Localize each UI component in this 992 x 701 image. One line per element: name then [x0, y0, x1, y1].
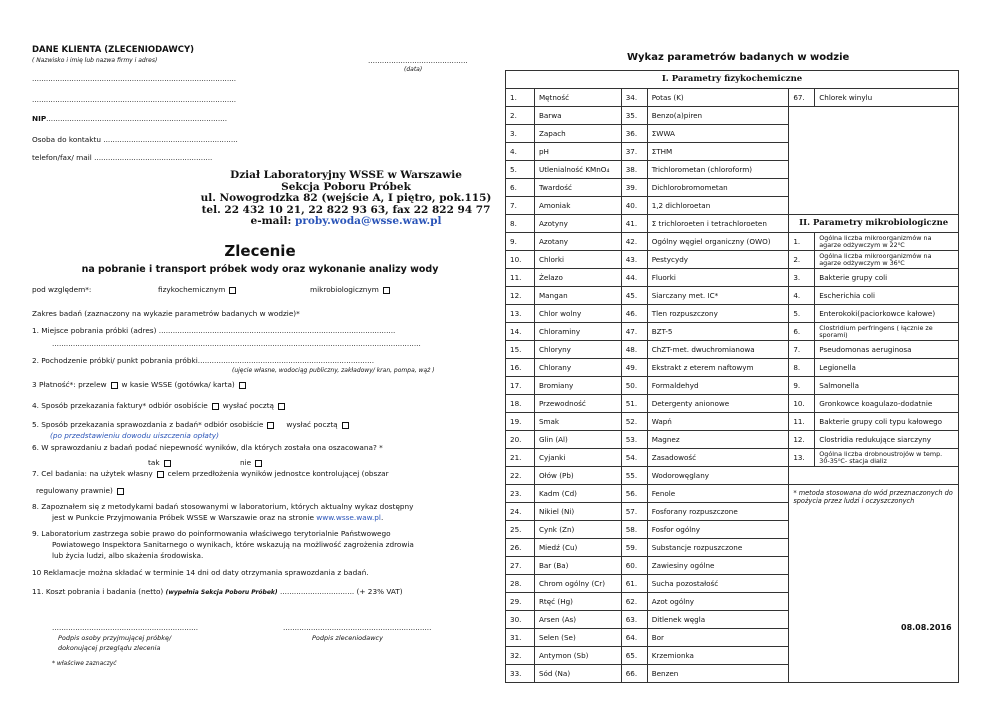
cost-field[interactable]: ................................ (+ 23% VAT) [279, 587, 403, 596]
param-name[interactable]: Wodorowęglany [647, 467, 789, 485]
lab-email-line [196, 216, 496, 228]
micro-name[interactable]: Salmonella [815, 377, 959, 395]
micro-number[interactable]: 13. [789, 449, 815, 467]
lab-line4: tel. 22 432 10 21, 22 822 93 63, fax 22 822 94 77 [201, 203, 491, 216]
param-number[interactable]: 52. [621, 413, 647, 431]
micro-number[interactable]: 7. [789, 341, 815, 359]
param-name[interactable]: Azotany [534, 233, 621, 251]
param-name[interactable]: Bar (Ba) [534, 557, 621, 575]
param-number[interactable]: 7. [506, 197, 535, 215]
param-number[interactable]: 32. [506, 647, 535, 665]
param-number[interactable]: 62. [621, 593, 647, 611]
param-name[interactable]: Ekstrakt z eterem naftowym [647, 359, 789, 377]
param-number[interactable]: 47. [621, 323, 647, 341]
param-name[interactable]: Fosfor ogólny [647, 521, 789, 539]
param-name[interactable]: Barwa [534, 107, 621, 125]
client-address-line2[interactable]: ........................................................................................ [32, 95, 237, 104]
item-2[interactable]: 2. Pochodzenie próbki/ punkt pobrania próbki............................................................................ [32, 356, 375, 365]
param-number[interactable]: 26. [506, 539, 535, 557]
param-number[interactable]: 35. [621, 107, 647, 125]
uncertainty-no[interactable] [240, 458, 266, 467]
param-name[interactable]: Sód (Na) [534, 665, 621, 683]
micro-name[interactable]: Bakterie grupy coli typu kałowego [815, 413, 959, 431]
no-label: nie [240, 458, 252, 467]
param-name[interactable]: Żelazo [534, 269, 621, 287]
param-number[interactable]: 31. [506, 629, 535, 647]
micro-checkbox[interactable] [383, 287, 390, 294]
param-number[interactable]: 66. [621, 665, 647, 683]
param-number[interactable]: 67. [789, 89, 815, 107]
param-name[interactable]: Azotyny [534, 215, 621, 233]
table-row [506, 359, 959, 377]
param-number[interactable]: 53. [621, 431, 647, 449]
nip-field[interactable] [32, 114, 227, 123]
item-5-mail: wysłać pocztą [286, 420, 338, 429]
table-row [506, 107, 959, 125]
wsse-link[interactable]: www.wsse.waw.pl [316, 513, 381, 522]
param-name[interactable]: Amoniak [534, 197, 621, 215]
table-row [506, 395, 959, 413]
param-number[interactable]: 48. [621, 341, 647, 359]
item-11-text: 11. Koszt pobrania i badania (netto) [32, 587, 164, 596]
item-7 [32, 469, 389, 478]
param-number[interactable]: 46. [621, 305, 647, 323]
table-row [506, 89, 959, 107]
client-name-hint: ( Nazwisko i imię lub nazwa firmy i adres) [32, 57, 158, 64]
micro-name[interactable]: Ogólna liczba mikroorganizmów na agarze odżywczym w 22⁰C [815, 233, 959, 251]
param-number[interactable]: 61. [621, 575, 647, 593]
contact-field[interactable]: Osoba do kontaktu .......................................................... [32, 135, 238, 144]
param-number[interactable]: 63. [621, 611, 647, 629]
param-number[interactable]: 9. [506, 233, 535, 251]
param-name[interactable]: Chloryny [534, 341, 621, 359]
signature-client-label: Podpis zleceniodawcy [312, 634, 383, 642]
param-name[interactable]: Fenole [647, 485, 789, 503]
micro-number[interactable]: 2. [789, 251, 815, 269]
param-name[interactable]: 1,2 dichloroetan [647, 197, 789, 215]
param-number[interactable]: 51. [621, 395, 647, 413]
micro-name[interactable]: Ogólna liczba mikroorganizmów na agarze odżywczym w 36⁰C [815, 251, 959, 269]
param-name[interactable]: Tlen rozpuszczony [647, 305, 789, 323]
param-name[interactable]: Σ trichloroeten i tetrachloroeten [647, 215, 789, 233]
param-number[interactable]: 4. [506, 143, 535, 161]
table-row [506, 215, 959, 233]
param-name[interactable]: Przewodność [534, 395, 621, 413]
param-number[interactable]: 44. [621, 269, 647, 287]
item-7-text: 7. Cel badania: na użytek własny [32, 469, 153, 478]
param-number[interactable]: 21. [506, 449, 535, 467]
param-number[interactable]: 57. [621, 503, 647, 521]
micro-name[interactable]: Clostridia redukujące siarczyny [815, 431, 959, 449]
table-row [506, 449, 959, 467]
param-name[interactable]: Chloraminy [534, 323, 621, 341]
param-name[interactable]: Potas (K) [647, 89, 789, 107]
param-number[interactable]: 50. [621, 377, 647, 395]
param-name[interactable]: Zapach [534, 125, 621, 143]
param-name[interactable]: Krzemionka [647, 647, 789, 665]
item-9-line3: lub życia ludzi, albo skażenia środowiska. [52, 551, 204, 560]
param-name[interactable]: Fosforany rozpuszczone [647, 503, 789, 521]
micro-name[interactable]: Bakterie grupy coli [815, 269, 959, 287]
item-2-hint: (ujęcie własne, wodociąg publiczny, zakładowy/ kran, pompa, wąż ) [232, 367, 435, 374]
param-name[interactable]: BZT-5 [647, 323, 789, 341]
item-1[interactable]: 1. Miejsce pobrania próbki (adres) ...................................................................................................... [32, 326, 396, 335]
param-name[interactable]: Substancje rozpuszczone [647, 539, 789, 557]
table-title: Wykaz parametrów badanych w wodzie [627, 52, 850, 63]
table-row [506, 485, 959, 503]
micro-number[interactable]: 4. [789, 287, 815, 305]
parameters-table [505, 70, 959, 683]
report-personal-checkbox[interactable] [267, 422, 274, 429]
item-5-text: 5. Sposób przekazania sprawozdania z badań* odbiór osobiście [32, 420, 264, 429]
date-field[interactable]: ........................................... [368, 56, 468, 65]
item-4-text: 4. Sposób przekazania faktury* odbiór osobiście [32, 401, 208, 410]
param-number[interactable]: 59. [621, 539, 647, 557]
param-number[interactable]: 18. [506, 395, 535, 413]
opt-micro-label: mikrobiologicznym [310, 285, 379, 294]
param-name[interactable]: Dichlorobromometan [647, 179, 789, 197]
param-number[interactable]: 40. [621, 197, 647, 215]
item-3-cash: w kasie WSSE (gotówka/ karta) [121, 380, 235, 389]
param-number[interactable]: 17. [506, 377, 535, 395]
regard-label: pod względem*: [32, 285, 92, 294]
yes-checkbox[interactable] [164, 460, 171, 467]
param-name[interactable]: Detergenty anionowe [647, 395, 789, 413]
table-row [506, 287, 959, 305]
uncertainty-yes[interactable] [148, 458, 175, 467]
lab-line2: Sekcja Poboru Próbek [281, 180, 411, 193]
param-number[interactable]: 56. [621, 485, 647, 503]
param-name[interactable]: Wapń [647, 413, 789, 431]
param-number[interactable]: 37. [621, 143, 647, 161]
signature-receiver-line[interactable]: ............................................................... [52, 623, 199, 632]
param-number[interactable]: 45. [621, 287, 647, 305]
param-number[interactable]: 65. [621, 647, 647, 665]
invoice-mail-checkbox[interactable] [278, 403, 285, 410]
physchem-checkbox[interactable] [229, 287, 236, 294]
signature-client-line[interactable]: ................................................................ [283, 623, 432, 632]
method-note: * metoda stosowana do wód przeznaczonych do spożycia przez ludzi i oczyszczonych [789, 485, 959, 683]
opt-micro[interactable] [310, 285, 394, 294]
param-number[interactable]: 1. [506, 89, 535, 107]
param-name[interactable]: Utlenialność KMnO₄ [534, 161, 621, 179]
micro-name[interactable]: Legionella [815, 359, 959, 377]
param-name[interactable]: Miedź (Cu) [534, 539, 621, 557]
client-address-line1[interactable]: ........................................................................................ [32, 74, 237, 83]
item-11[interactable] [32, 587, 403, 596]
param-name[interactable]: Fluorki [647, 269, 789, 287]
param-name[interactable]: Zawiesiny ogólne [647, 557, 789, 575]
transfer-checkbox[interactable] [111, 382, 118, 389]
micro-number[interactable]: 3. [789, 269, 815, 287]
item-7-text2: celem przedłożenia wyników jednostce kontrolującej (obszar [167, 469, 389, 478]
table-row [506, 305, 959, 323]
micro-number[interactable]: 1. [789, 233, 815, 251]
param-name[interactable]: ΣTHM [647, 143, 789, 161]
param-name[interactable]: Chlorek winylu [815, 89, 959, 107]
table-row [506, 269, 959, 287]
param-name[interactable]: Chlorki [534, 251, 621, 269]
param-number[interactable]: 15. [506, 341, 535, 359]
param-name[interactable]: Antymon (Sb) [534, 647, 621, 665]
item-11-hint: (wypełnia Sekcja Poboru Próbek) [165, 589, 278, 596]
opt-physchem-label: fizykochemicznym [158, 285, 226, 294]
table-row [506, 377, 959, 395]
param-name[interactable]: Trichlorometan (chloroform) [647, 161, 789, 179]
param-name[interactable]: Rtęć (Hg) [534, 593, 621, 611]
empty-cell [789, 467, 959, 485]
micro-number[interactable]: 8. [789, 359, 815, 377]
item-5 [32, 420, 353, 429]
param-number[interactable]: 8. [506, 215, 535, 233]
table-row [506, 431, 959, 449]
micro-name[interactable]: Clostridium perfringens ( łącznie ze sporami) [815, 323, 959, 341]
param-number[interactable]: 64. [621, 629, 647, 647]
email-link[interactable]: proby.woda@wsse.waw.pl [295, 215, 442, 227]
param-name[interactable]: Mętność [534, 89, 621, 107]
param-number[interactable]: 42. [621, 233, 647, 251]
item-4-mail: wysłać pocztą [222, 401, 275, 410]
nip-dots: .............................................................................. [46, 114, 228, 123]
param-name[interactable]: Bor [647, 629, 789, 647]
item-9-line2: Powiatowego Inspektora Sanitarnego o wynikach, które wskazują na możliwość zagrożenia zdrowia [52, 540, 414, 549]
param-number[interactable]: 3. [506, 125, 535, 143]
scope-text: Zakres badań (zaznaczony na wykazie parametrów badanych w wodzie)* [32, 309, 300, 318]
nip-label: NIP [32, 114, 47, 123]
table-row [506, 251, 959, 269]
param-name[interactable]: Twardość [534, 179, 621, 197]
param-number[interactable]: 60. [621, 557, 647, 575]
param-name[interactable]: Glin (Al) [534, 431, 621, 449]
param-name[interactable]: Bromiany [534, 377, 621, 395]
param-name[interactable]: pH [534, 143, 621, 161]
param-name[interactable]: Magnez [647, 431, 789, 449]
empty-cell [789, 107, 959, 215]
date-hint: (data) [404, 66, 423, 73]
param-name[interactable]: Chlor wolny [534, 305, 621, 323]
param-name[interactable]: Selen (Se) [534, 629, 621, 647]
item-7-text3: regulowany prawnie) [36, 486, 113, 495]
param-name[interactable]: Ditlenek węgla [647, 611, 789, 629]
param-number[interactable]: 29. [506, 593, 535, 611]
item-8-line2: jest w Punkcie Przyjmowania Próbek WSSE w Warszawie oraz na stronie www.wsse.waw.pl. [52, 513, 384, 522]
item-3 [32, 380, 250, 389]
param-name[interactable]: ChZT-met. dwuchromianowa [647, 341, 789, 359]
micro-name[interactable]: Gronkowce koagulazo-dodatnie [815, 395, 959, 413]
param-number[interactable]: 49. [621, 359, 647, 377]
micro-name[interactable]: Pseudomonas aeruginosa [815, 341, 959, 359]
param-name[interactable]: Chlorany [534, 359, 621, 377]
table-row [506, 323, 959, 341]
micro-number[interactable]: 10. [789, 395, 815, 413]
doc-date: 08.08.2016 [901, 623, 952, 632]
item-4 [32, 401, 289, 410]
param-number[interactable]: 24. [506, 503, 535, 521]
param-number[interactable]: 36. [621, 125, 647, 143]
table-row [506, 341, 959, 359]
param-number[interactable]: 6. [506, 179, 535, 197]
param-number[interactable]: 38. [621, 161, 647, 179]
opt-physchem[interactable] [158, 285, 240, 294]
item-3-text: 3 Płatność*: przelew [32, 380, 107, 389]
param-name[interactable]: Zasadowość [647, 449, 789, 467]
cash-checkbox[interactable] [239, 382, 246, 389]
param-number[interactable]: 58. [621, 521, 647, 539]
param-name[interactable]: Pestycydy [647, 251, 789, 269]
param-name[interactable]: Arsen (As) [534, 611, 621, 629]
param-name[interactable]: Ołów (Pb) [534, 467, 621, 485]
email-label: e-mail: [250, 215, 295, 227]
param-name[interactable]: Cyjanki [534, 449, 621, 467]
item-6: 6. W sprawozdaniu z badań podać niepewność wyników, dla których została ona oszacowana? * [32, 443, 383, 452]
param-number[interactable]: 20. [506, 431, 535, 449]
item-8: 8. Zapoznałem się z metodykami badań stosowanymi w laboratorium, których aktualny wykaz dostępny [32, 502, 414, 511]
param-number[interactable]: 27. [506, 557, 535, 575]
physchem-header: I. Parametry fizykochemiczne [506, 71, 959, 89]
micro-number[interactable]: 5. [789, 305, 815, 323]
micro-name[interactable]: Enterokoki(paciorkowce kałowe) [815, 305, 959, 323]
own-use-checkbox[interactable] [157, 471, 164, 478]
table-row [506, 233, 959, 251]
param-name[interactable]: Kadm (Cd) [534, 485, 621, 503]
param-number[interactable]: 25. [506, 521, 535, 539]
micro-number[interactable]: 6. [789, 323, 815, 341]
param-number[interactable]: 13. [506, 305, 535, 323]
lab-line3: ul. Nowogrodzka 82 (wejście A, I piętro, pok.115) [200, 192, 492, 204]
yes-label: tak [148, 458, 160, 467]
param-number[interactable]: 41. [621, 215, 647, 233]
param-number[interactable]: 14. [506, 323, 535, 341]
micro-number[interactable]: 11. [789, 413, 815, 431]
micro-header: II. Parametry mikrobiologiczne [789, 215, 959, 233]
param-name[interactable]: Formaldehyd [647, 377, 789, 395]
report-mail-checkbox[interactable] [342, 422, 349, 429]
item-5-note: (po przedstawieniu dowodu uiszczenia opłaty) [50, 431, 219, 440]
table-row [506, 413, 959, 431]
param-number[interactable]: 39. [621, 179, 647, 197]
param-number[interactable]: 2. [506, 107, 535, 125]
param-name[interactable]: Mangan [534, 287, 621, 305]
signature-receiver-label: Podpis osoby przyjmującej próbkę/ [58, 634, 172, 642]
param-number[interactable]: 54. [621, 449, 647, 467]
param-number[interactable]: 34. [621, 89, 647, 107]
param-number[interactable]: 11. [506, 269, 535, 287]
param-number[interactable]: 16. [506, 359, 535, 377]
order-subtitle: na pobranie i transport próbek wody oraz wykonanie analizy wody [81, 264, 439, 275]
param-number[interactable]: 5. [506, 161, 535, 179]
param-name[interactable]: ΣWWA [647, 125, 789, 143]
param-name[interactable]: Nikiel (Ni) [534, 503, 621, 521]
item-7-line2 [36, 486, 128, 495]
param-name[interactable]: Ogólny węgiel organiczny (OWO) [647, 233, 789, 251]
param-name[interactable]: Chrom ogólny (Cr) [534, 575, 621, 593]
item-1-line2[interactable]: ............................................................................................................................................................... [52, 339, 421, 348]
param-name[interactable]: Cynk (Zn) [534, 521, 621, 539]
item-10: 10 Reklamacje można składać w terminie 14 dni od daty otrzymania sprawozdania z badań. [32, 568, 369, 577]
no-checkbox[interactable] [255, 460, 262, 467]
order-title: Zlecenie [224, 242, 296, 260]
invoice-personal-checkbox[interactable] [212, 403, 219, 410]
param-name[interactable]: Benzen [647, 665, 789, 683]
item-9: 9. Laboratorium zastrzega sobie prawo do poinformowania właściwego terytorialnie Państwowego [32, 529, 391, 538]
param-name[interactable]: Azot ogólny [647, 593, 789, 611]
phone-field[interactable]: telefon/fax/ mail ................................................... [32, 153, 213, 162]
param-number[interactable]: 55. [621, 467, 647, 485]
param-number[interactable]: 43. [621, 251, 647, 269]
signature-receiver-label2: dokonującej przeglądu zlecenia [58, 644, 161, 652]
param-number[interactable]: 19. [506, 413, 535, 431]
param-number[interactable]: 28. [506, 575, 535, 593]
param-number[interactable]: 33. [506, 665, 535, 683]
item-8-text: jest w Punkcie Przyjmowania Próbek WSSE w Warszawie oraz na stronie [52, 513, 314, 522]
param-name[interactable]: Sucha pozostałość [647, 575, 789, 593]
param-number[interactable]: 22. [506, 467, 535, 485]
param-name[interactable]: Smak [534, 413, 621, 431]
micro-name[interactable]: Ogólna liczba drobnoustrojów w temp. 30-35⁰C- stacja dializ [815, 449, 959, 467]
micro-number[interactable]: 9. [789, 377, 815, 395]
table-row [506, 467, 959, 485]
micro-name[interactable]: Escherichia coli [815, 287, 959, 305]
micro-number[interactable]: 12. [789, 431, 815, 449]
param-number[interactable]: 23. [506, 485, 535, 503]
param-name[interactable]: Benzo(a)piren [647, 107, 789, 125]
param-number[interactable]: 30. [506, 611, 535, 629]
lab-line1: Dział Laboratoryjny WSSE w Warszawie [230, 169, 462, 181]
param-name[interactable]: Siarczany met. IC* [647, 287, 789, 305]
client-section-title: DANE KLIENTA (ZLECENIODAWCY) [32, 45, 194, 55]
lab-address [196, 170, 496, 228]
regulated-checkbox[interactable] [117, 488, 124, 495]
param-number[interactable]: 12. [506, 287, 535, 305]
param-number[interactable]: 10. [506, 251, 535, 269]
footnote: * właściwe zaznaczyć [52, 660, 117, 667]
